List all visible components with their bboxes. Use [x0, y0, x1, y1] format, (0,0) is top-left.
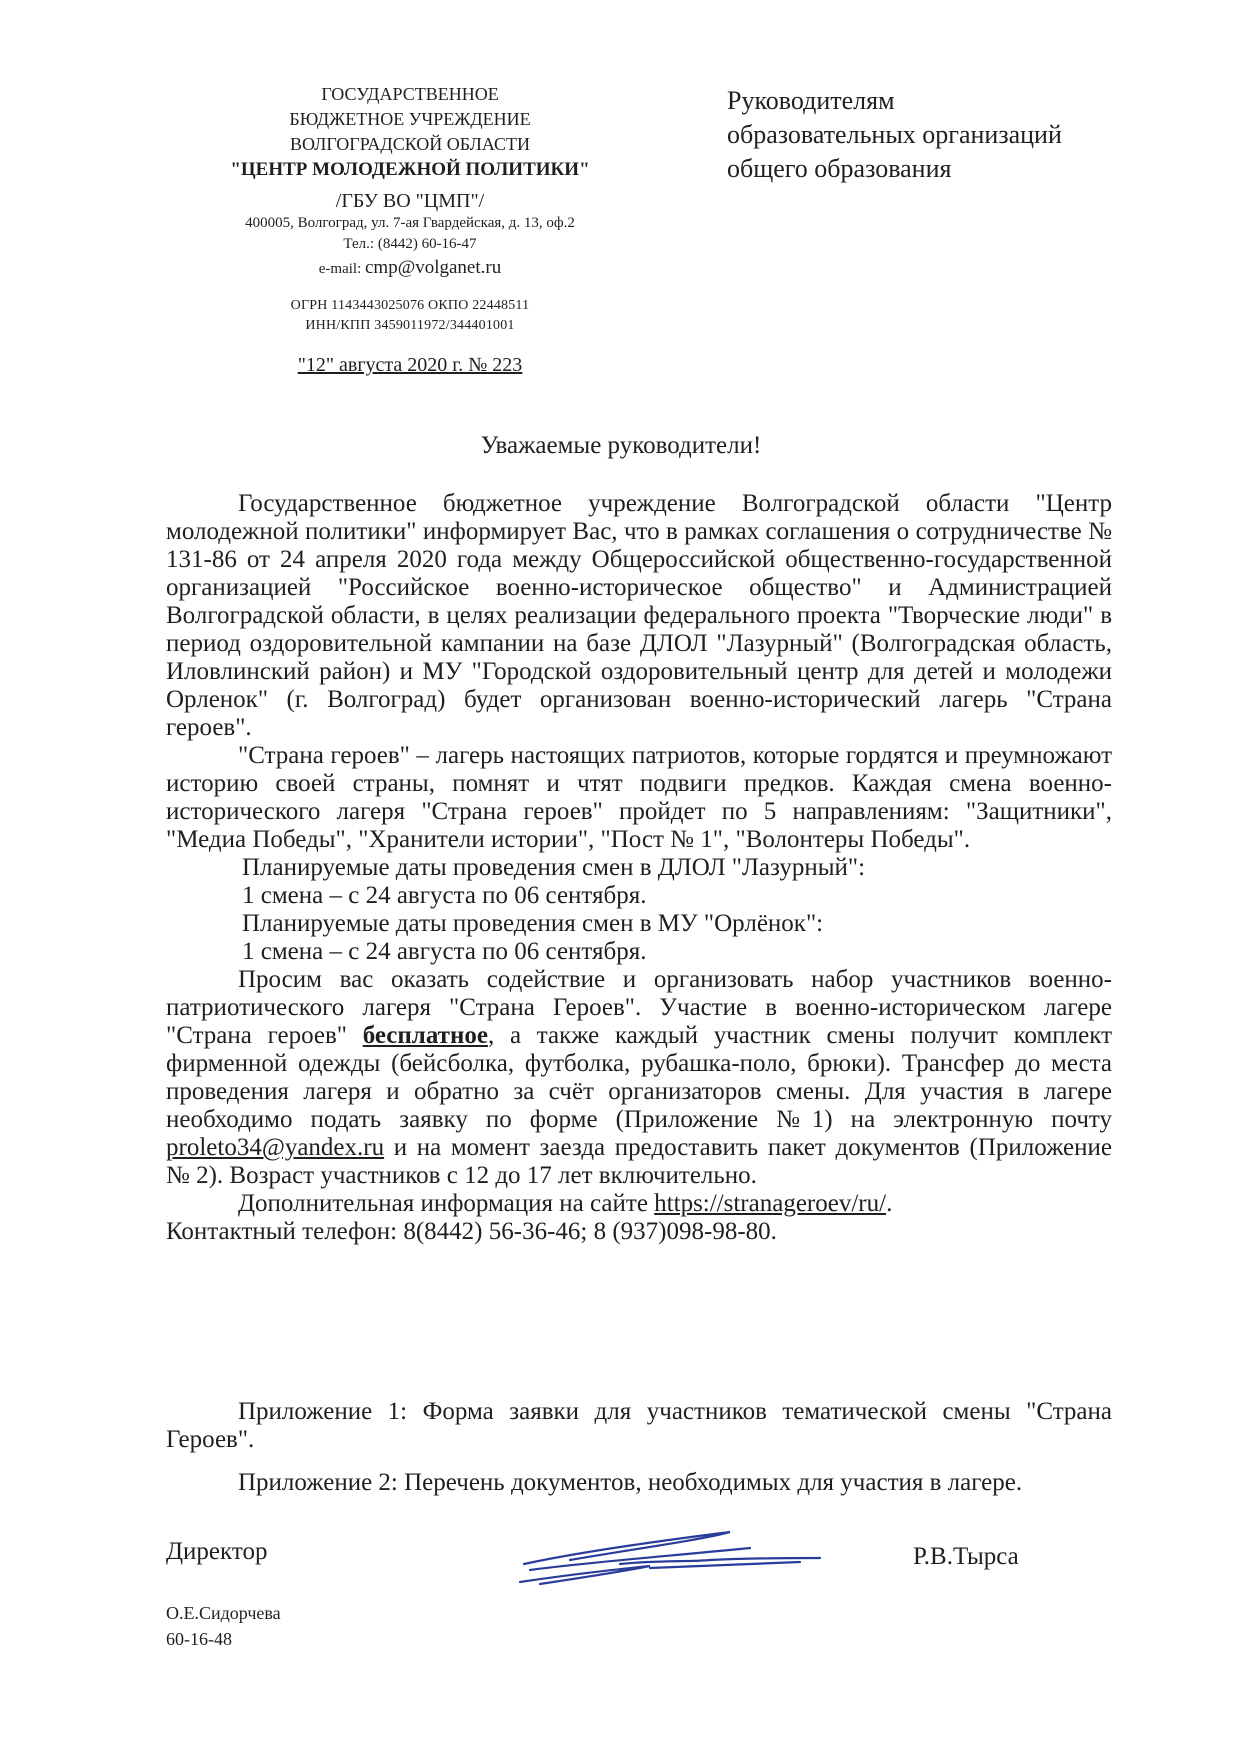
org-abbreviation: /ГБУ ВО "ЦМП"/ — [335, 190, 485, 212]
text: и на момент заезда предоставить пакет документов (Приложение № 2). Возраст участников с 12 до 17 лет включительно. — [166, 1134, 1112, 1189]
addressee-line: образовательных организаций — [727, 120, 1062, 149]
shift-dates: 1 смена – с 24 августа по 06 сентября. — [242, 882, 647, 909]
paragraph: "Страна героев" – лагерь настоящих патриотов, которые гордятся и преумножают историю своей страны, помнят и чтят подвиги предков. Каждая смена военно-исторического лагеря "Страна героев" пройдет по 5 направлениям: "Защитники", "Медиа Победы", "Хранители истории", "Пост № 1", "Волонтеры Победы". — [166, 742, 1112, 853]
org-address: 400005, Волгоград, ул. 7-ая Гвардейская, д. 13, оф.2 — [245, 215, 575, 231]
executor-phone: 60-16-48 — [166, 1629, 232, 1649]
addressee-line: Руководителям — [727, 86, 895, 115]
signatory-name: Р.В.Тырса — [913, 1543, 1019, 1570]
appendices — [166, 1398, 1112, 1512]
addressee-line: общего образования — [727, 154, 952, 183]
website-link[interactable]: https://stranageroev/ru/ — [654, 1190, 887, 1217]
org-email-line — [200, 255, 620, 282]
org-line: ГОСУДАРСТВЕННОЕ — [321, 84, 499, 104]
paragraph — [166, 1190, 1112, 1218]
executor — [166, 1600, 281, 1652]
dates-title: Планируемые даты проведения смен в ДЛОЛ "Лазурный": — [242, 854, 866, 881]
greeting: Уважаемые руководители! — [480, 432, 762, 459]
org-line: БЮДЖЕТНОЕ УЧРЕЖДЕНИЕ — [289, 109, 531, 129]
shift-dates: 1 смена – с 24 августа по 06 сентября. — [242, 938, 647, 965]
text: . — [886, 1190, 893, 1217]
handwritten-signature — [500, 1512, 830, 1592]
org-name: "ЦЕНТР МОЛОДЕЖНОЙ ПОЛИТИКИ" — [230, 159, 590, 180]
letter-body — [166, 490, 1112, 1246]
appendix-item: Приложение 2: Перечень документов, необходимых для участия в лагере. — [238, 1469, 1023, 1496]
org-line: ВОЛГОГРАДСКОЙ ОБЛАСТИ — [290, 134, 530, 154]
ogrn-okpo: ОГРН 1143443025076 ОКПО 22448511 — [290, 298, 530, 313]
inn-kpp: ИНН/КПП 3459011972/344401001 — [305, 318, 515, 333]
executor-name: О.Е.Сидорчева — [166, 1603, 281, 1623]
addressee — [727, 84, 1147, 186]
text: Дополнительная информация на сайте — [238, 1190, 655, 1217]
appendix-item: Приложение 1: Форма заявки для участников тематической смены "Страна Героев". — [166, 1398, 1112, 1453]
text: , а также каждый участник смены получит комплект фирменной одежды (бейсболка, футболка, рубашка-поло, брюки). Трансфер до места проведения лагеря и обратно за счёт организаторов смены. Для участия в лагере необходимо подать заявку по форме (Приложение №1) на электронную почту — [166, 1022, 1112, 1133]
email-label: e-mail: — [318, 261, 362, 277]
dates-title: Планируемые даты проведения смен в МУ "Орлёнок": — [242, 910, 824, 937]
contact-phone: Контактный телефон: 8(8442) 56-36-46; 8 (937)098-98-80. — [166, 1218, 777, 1245]
email-link[interactable]: proleto34@yandex.ru — [166, 1134, 385, 1161]
sender-header — [200, 82, 620, 377]
paragraph: Государственное бюджетное учреждение Волгоградской области "Центр молодежной политики" информирует Вас, что в рамках соглашения о сотрудничестве № 131-86 от 24 апреля 2020 года между Общероссийской общественно-государственной организацией "Российское военно-историческое общество" и Администрацией Волгоградской области, в целях реализации федерального проекта "Творческие люди" в период оздоровительной кампании на базе ДЛОЛ "Лазурный" (Волгоградская область, Иловлинский район) и МУ "Городской оздоровительный центр для детей и молодежи Орленок" (г. Волгоград) будет организован военно-исторический лагерь "Страна героев". — [166, 490, 1112, 741]
org-registration — [200, 296, 620, 336]
date-number: "12" августа 2020 г. № 223 — [297, 354, 523, 376]
signatory-position: Директор — [166, 1538, 268, 1565]
paragraph — [166, 966, 1112, 1190]
free-emphasis: бесплатное — [362, 1022, 488, 1049]
text: Просим вас оказать содействие и организовать набор участников военно-патриотического лагеря "Страна Героев". Участие в военно-историческом лагере "Страна героев" — [166, 966, 1112, 1049]
org-email: cmp@volganet.ru — [365, 257, 502, 278]
letter-date-number — [200, 354, 620, 377]
org-phone: Тел.: (8442) 60-16-47 — [343, 236, 477, 252]
